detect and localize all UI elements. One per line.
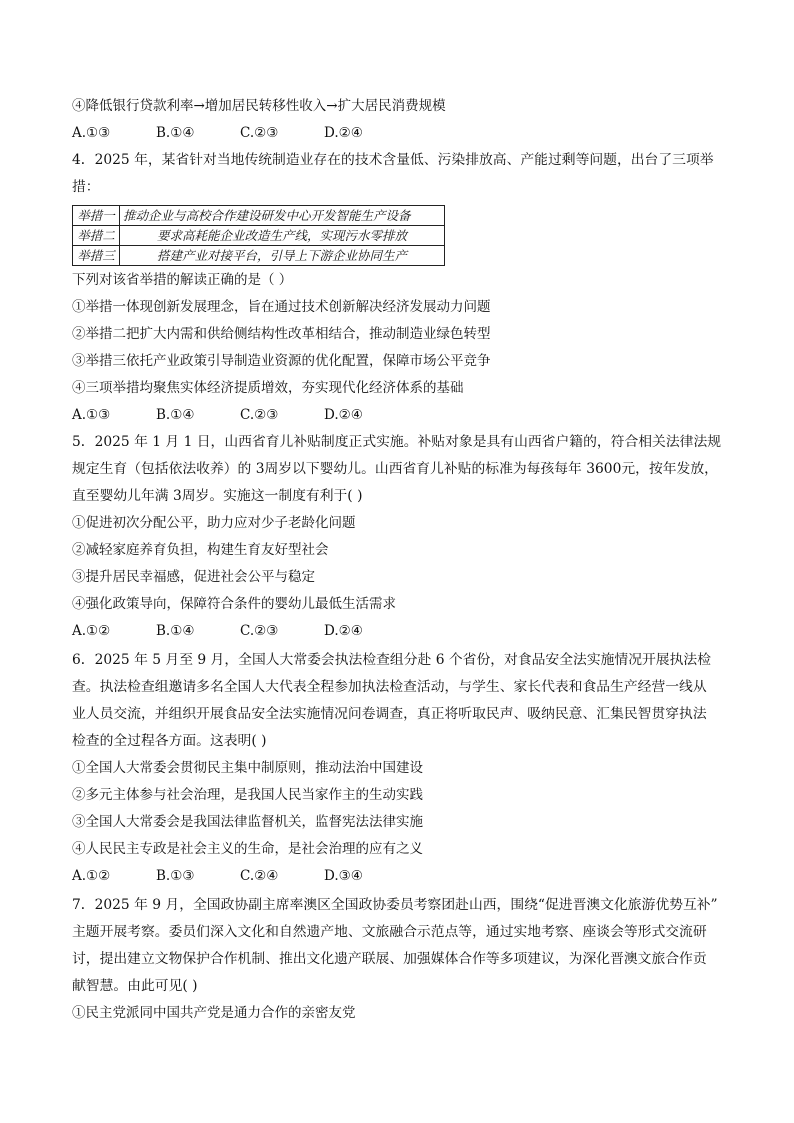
- q4-stem-line-1: 4．2025 年，某省针对当地传统制造业存在的技术含量低、污染排放高、产能过剩等问题，出台了三项举: [72, 152, 714, 168]
- q5-choice-b[interactable]: B.①④: [156, 623, 195, 639]
- q4-question: 下列对该省举措的解读正确的是（ ）: [72, 272, 293, 288]
- q5-choices: [72, 621, 363, 641]
- q4-option-4: ④三项举措均聚焦实体经济提质增效，夯实现代化经济体系的基础: [72, 380, 464, 396]
- q6-choice-c[interactable]: C.②④: [240, 868, 279, 884]
- q5-option-1: ①促进初次分配公平，助力应对少子老龄化问题: [72, 515, 356, 531]
- q4-choice-d[interactable]: D.②④: [324, 407, 363, 423]
- q6-choices: [72, 866, 363, 886]
- q6-choice-a[interactable]: A.①②: [72, 868, 111, 884]
- measure-text: 推动企业与高校合作建设研发中心开发智能生产设备: [120, 206, 445, 226]
- q4-stem-line-2: 措：: [72, 179, 100, 195]
- q4-choice-c[interactable]: C.②③: [240, 407, 279, 423]
- q7-stem-line-3: 讨，提出建立文物保护合作机制、推出文化遗产联展、加强媒体合作等多项建议，为深化晋澳文旅合作贡: [72, 951, 707, 967]
- q4-measures-table: [72, 205, 445, 266]
- measure-label: 举措二: [73, 226, 120, 246]
- q6-stem-line-4: 检查的全过程各方面。这表明( ): [72, 733, 267, 749]
- q6-stem-line-3: 业人员交流，并组织开展食品安全法实施情况问卷调查，真正将听取民声、吸纳民意、汇集民智贯穿执法: [72, 706, 707, 722]
- q3-option-4: ④降低银行贷款利率→增加居民转移性收入→扩大居民消费规模: [72, 98, 446, 114]
- q5-choice-a[interactable]: A.①②: [72, 623, 111, 639]
- q7-stem-line-1: 7．2025 年 9 月，全国政协副主席率澳区全国政协委员考察团赴山西，围绕“促进晋澳文化旅游优势互补”: [72, 897, 718, 913]
- q3-choice-a[interactable]: A.①③: [72, 125, 111, 141]
- q6-option-1: ①全国人大常委会贯彻民主集中制原则，推动法治中国建设: [72, 760, 423, 776]
- q4-choice-a[interactable]: A.①③: [72, 407, 111, 423]
- table-row: [73, 206, 445, 226]
- q3-choice-b[interactable]: B.①④: [156, 125, 195, 141]
- q6-choice-b[interactable]: B.①③: [156, 868, 195, 884]
- q5-option-4: ④强化政策导向，保障符合条件的婴幼儿最低生活需求: [72, 596, 396, 612]
- q3-choice-c[interactable]: C.②③: [240, 125, 279, 141]
- q3-choices: [72, 123, 363, 143]
- measure-label: 举措一: [73, 206, 120, 226]
- q7-stem-line-4: 献智慧。由此可见( ): [72, 978, 198, 994]
- q6-stem-line-1: 6．2025 年 5 月至 9 月，全国人大常委会执法检查组分赴 6 个省份，对食品安全法实施情况开展执法检: [72, 652, 711, 668]
- q7-option-1: ①民主党派同中国共产党是通力合作的亲密友党: [72, 1005, 356, 1021]
- table-row: [73, 246, 445, 266]
- q6-option-4: ④人民民主专政是社会主义的生命，是社会治理的应有之义: [72, 841, 423, 857]
- q5-option-2: ②减轻家庭养育负担，构建生育友好型社会: [72, 542, 329, 558]
- q6-option-2: ②多元主体参与社会治理，是我国人民当家作主的生动实践: [72, 787, 423, 803]
- q3-choice-d[interactable]: D.②④: [324, 125, 363, 141]
- q5-stem-line-2: 规定生育（包括依法收养）的 3周岁以下婴幼儿。山西省育儿补贴的标准为每孩每年 3600元，按年发放，: [72, 461, 718, 477]
- q6-choice-d[interactable]: D.③④: [324, 868, 363, 884]
- q4-option-3: ③举措三依托产业政策引导制造业资源的优化配置，保障市场公平竞争: [72, 353, 491, 369]
- q6-stem-line-2: 查。执法检查组邀请多名全国人大代表全程参加执法检查活动，与学生、家长代表和食品生产经营一线从: [72, 679, 707, 695]
- q5-choice-c[interactable]: C.②③: [240, 623, 279, 639]
- q7-stem-line-2: 主题开展考察。委员们深入文化和自然遗产地、文旅融合示范点等，通过实地考察、座谈会等形式交流研: [72, 924, 707, 940]
- q4-option-2: ②举措二把扩大内需和供给侧结构性改革相结合，推动制造业绿色转型: [72, 326, 491, 342]
- table-row: [73, 226, 445, 246]
- q5-option-3: ③提升居民幸福感，促进社会公平与稳定: [72, 569, 315, 585]
- q5-stem-line-1: 5．2025 年 1 月 1 日，山西省育儿补贴制度正式实施。补贴对象是具有山西省户籍的，符合相关法律法规: [72, 434, 722, 450]
- measure-label: 举措三: [73, 246, 120, 266]
- measure-text: 搭建产业对接平台，引导上下游企业协同生产: [120, 246, 445, 266]
- measure-text: 要求高耗能企业改造生产线，实现污水零排放: [120, 226, 445, 246]
- q5-choice-d[interactable]: D.②④: [324, 623, 363, 639]
- q6-option-3: ③全国人大常委会是我国法律监督机关，监督宪法法律实施: [72, 814, 423, 830]
- q4-choices: [72, 405, 363, 425]
- q5-stem-line-3: 直至婴幼儿年满 3周岁。实施这一制度有利于( ): [72, 488, 363, 504]
- q4-choice-b[interactable]: B.①④: [156, 407, 195, 423]
- q4-option-1: ①举措一体现创新发展理念，旨在通过技术创新解决经济发展动力问题: [72, 299, 491, 315]
